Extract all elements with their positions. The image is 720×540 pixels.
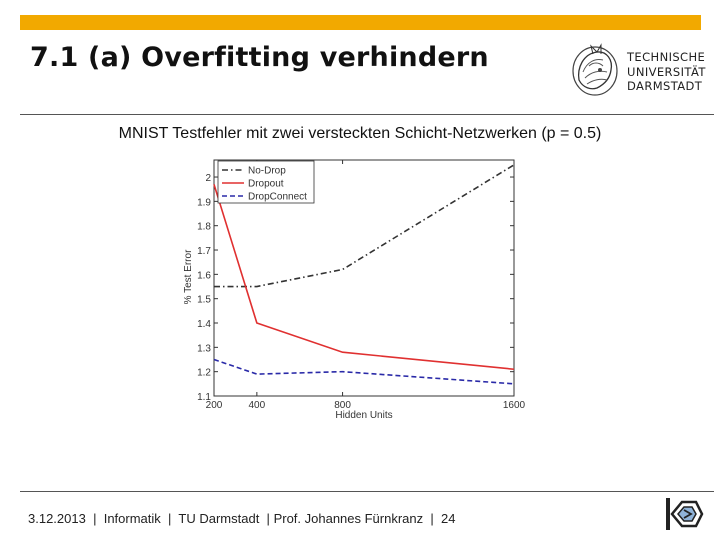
footer-separator: | (89, 511, 101, 526)
y-tick-label: 1.7 (197, 246, 211, 258)
footer (28, 511, 455, 526)
logo-line-2: UNIVERSITÄT (627, 64, 706, 79)
footer-page-number: 24 (441, 511, 456, 526)
footer-separator: | (262, 511, 270, 526)
x-tick-label: 200 (205, 400, 223, 411)
footer-author: Prof. Johannes Fürnkranz (273, 511, 424, 526)
footer-university: TU Darmstadt (178, 511, 260, 526)
y-tick-label: 1.5 (197, 294, 211, 306)
y-tick-label: 1.6 (197, 270, 211, 282)
footer-date: 3.12.2013 (28, 511, 86, 526)
accent-bar (20, 15, 701, 30)
y-tick-label: 1.8 (197, 221, 211, 233)
footer-separator: | (426, 511, 438, 526)
y-tick-label: 2 (205, 173, 211, 185)
footer-separator: | (164, 511, 176, 526)
legend-label: Dropout (248, 178, 284, 190)
y-tick-label: 1.2 (197, 367, 211, 379)
chart-legend (218, 161, 314, 203)
x-tick-label: 400 (248, 400, 266, 411)
chart-caption: MNIST Testfehler mit zwei versteckten Schicht-Netzwerken (p = 0.5) (118, 125, 602, 142)
y-tick-label: 1.9 (197, 197, 211, 209)
y-tick-label: 1.3 (197, 343, 211, 355)
legend-label: No-Drop (248, 165, 286, 177)
header-divider (20, 114, 714, 115)
footer-dept: Informatik (103, 511, 161, 526)
footer-divider (20, 491, 714, 492)
legend-label: DropConnect (248, 191, 307, 203)
y-axis-label: % Test Error (183, 249, 194, 305)
slide-title: 7.1 (a) Overfitting verhindern (30, 42, 489, 73)
athena-emblem-icon (567, 42, 623, 100)
test-error-chart (170, 150, 550, 430)
logo-line-3: DARMSTADT (627, 79, 703, 93)
university-logo (565, 42, 705, 102)
x-tick-label: 1600 (502, 400, 526, 411)
ke-group-logo-icon (664, 494, 704, 534)
y-tick-label: 1.4 (197, 319, 211, 331)
logo-line-1: TECHNISCHE (627, 50, 706, 64)
x-axis-label: Hidden Units (335, 410, 393, 421)
university-name (627, 50, 706, 94)
y-tick-label: 1.1 (197, 392, 211, 403)
x-tick-label: 800 (334, 400, 351, 411)
